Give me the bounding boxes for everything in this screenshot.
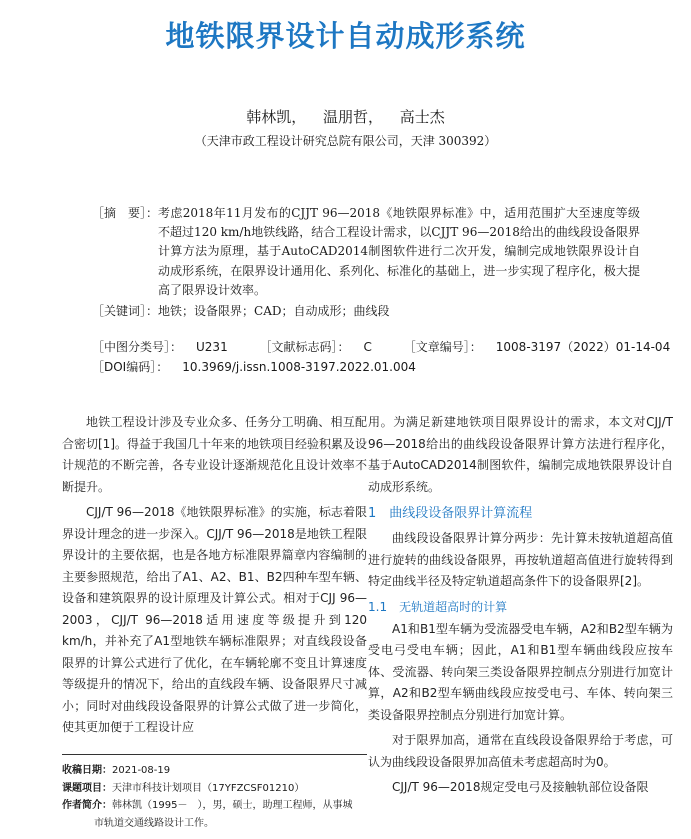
body-paragraph: A1和B1型车辆为受流器受电车辆，A2和B2型车辆为受电弓受电车辆；因此，A1和B1型车辆曲线段应按车体、受流器、转向架三类设备限界控制点分别进行加宽计算，A2和B2型车辆曲线段应按受电弓、车体、转向架三类设备限界控制点分别进行加宽计算。 bbox=[368, 621, 673, 722]
received-label: 收稿日期： bbox=[62, 765, 112, 776]
footnote-divider bbox=[62, 754, 367, 755]
body-paragraph: 曲线段设备限界计算分两步：先计算未按轨道超高值进行旋转的曲线设备限界，再按轨道超高值进行旋转得到特定曲线半径及特定轨道超高条件下的设备限界[2]。 bbox=[368, 531, 673, 588]
abstract-label: ［摘 要］： bbox=[92, 206, 159, 220]
keywords-label: ［关键词］： bbox=[92, 304, 159, 319]
affiliation: （天津市政工程设计研究总院有限公司，天津 300392） bbox=[194, 134, 497, 148]
right-column bbox=[368, 412, 673, 803]
body-paragraph: CJJ/T 96—2018规定受电弓及接触轨部位设备限 bbox=[392, 780, 649, 794]
authors bbox=[0, 106, 691, 127]
body-paragraph: 对于限界加高，通常在直线段设备限界给于考虑，可认为曲线段设备限界加高值未考虑超高时为0。 bbox=[368, 733, 673, 769]
body-paragraph: 地铁工程设计涉及专业众多、任务分工明确、相互配合密切[1]。得益于我国几十年来的地铁项目经验积累及设计规范的不断完善，各专业设计逐渐规范化且设计效率不断提升。 bbox=[62, 415, 368, 494]
subsection-heading-1-1: 1.1 无轨道超高时的计算 bbox=[368, 599, 508, 614]
doi-value[interactable]: 10.3969/j.issn.1008-3197.2022.01.004 bbox=[182, 360, 416, 374]
project-label: 课题项目： bbox=[62, 782, 112, 794]
keywords-text: 地铁；设备限界；CAD；自动成形；曲线段 bbox=[158, 304, 390, 319]
abstract-block bbox=[92, 204, 640, 321]
author-bio-label: 作者简介： bbox=[62, 800, 112, 811]
article-no-label: ［文章编号］： bbox=[403, 340, 482, 354]
doc-code-label: ［文献标志码］： bbox=[259, 340, 350, 354]
doc-code-value: C bbox=[363, 340, 372, 354]
paper-title: 地铁限界设计自动成形系统 bbox=[165, 19, 526, 53]
author-bio-line2: 市轨道交通线路设计工作。 bbox=[94, 817, 214, 829]
clc-value: U231 bbox=[196, 340, 228, 354]
abstract-text: 考虑2018年11月发布的CJJT 96—2018《地铁限界标准》中，适用范围扩大至速度等级不超过120 km/h地铁线路，结合工程设计需求，以CJJT 96—2018给出的曲线段设备限界计算方法为原理，基于AutoCAD2014制图软件进行二次开发，编制完成地铁限界设计自动成形系统，在限界设计通用化、系列化、标准化的基础上，进一步实现了程序化，极大提高了限界设计效率。 bbox=[158, 206, 640, 297]
author-1: 韩林凯， bbox=[246, 108, 307, 126]
author-bio-line1: 韩林凯（1995－ ），男，硕士，助理工程师，从事城 bbox=[112, 800, 353, 811]
doi-row bbox=[92, 358, 430, 375]
left-column bbox=[62, 412, 367, 743]
article-no-value: 1008-3197（2022）01-14-04 bbox=[495, 340, 671, 354]
section-heading-1: 1 曲线段设备限界计算流程 bbox=[368, 506, 533, 521]
received-date: 2021-08-19 bbox=[112, 765, 171, 776]
author-3: 高士杰 bbox=[399, 108, 445, 126]
body-paragraph: CJJ/T 96—2018《地铁限界标准》的实施，标志着限界设计理念的进一步深入。CJJ/T 96—2018是地铁工程限界设计的主要依据，也是各地方标准限界篇章内容编制的主要参照规范，给出了A1、A2、B1、B2四种车型车辆、设备和建筑限界的设计原理及计算公式。相对于CJJ 96—2003，CJJ/T 96—2018适用速度等级提升到120 km/h，并补充了A1型地铁车辆标准限界；对直线段设备限界的计算公式进行了优化，在车辆轮廓不变且计算速度等级提升的情况下，给出的直线段车辆、设备限界尺寸减小；同时对曲线段设备限界的计算公式做了进一步简化，使其更加便于工程设计应 bbox=[62, 505, 367, 734]
author-2: 温朋哲， bbox=[322, 108, 383, 126]
classification-row bbox=[92, 338, 691, 355]
project-text: 天津市科技计划项目（17YFZCSF01210） bbox=[112, 782, 305, 794]
footnote bbox=[62, 762, 372, 832]
clc-label: ［中图分类号］： bbox=[92, 340, 183, 354]
doi-label: ［DOI编码］： bbox=[92, 360, 169, 374]
body-paragraph: 用。为满足新建地铁项目限界设计的需求，本文对CJJ/T 96—2018给出的曲线段设备限界计算方法进行程序化，基于AutoCAD2014制图软件，编制完成地铁限界设计自动成形系统。 bbox=[368, 415, 673, 494]
